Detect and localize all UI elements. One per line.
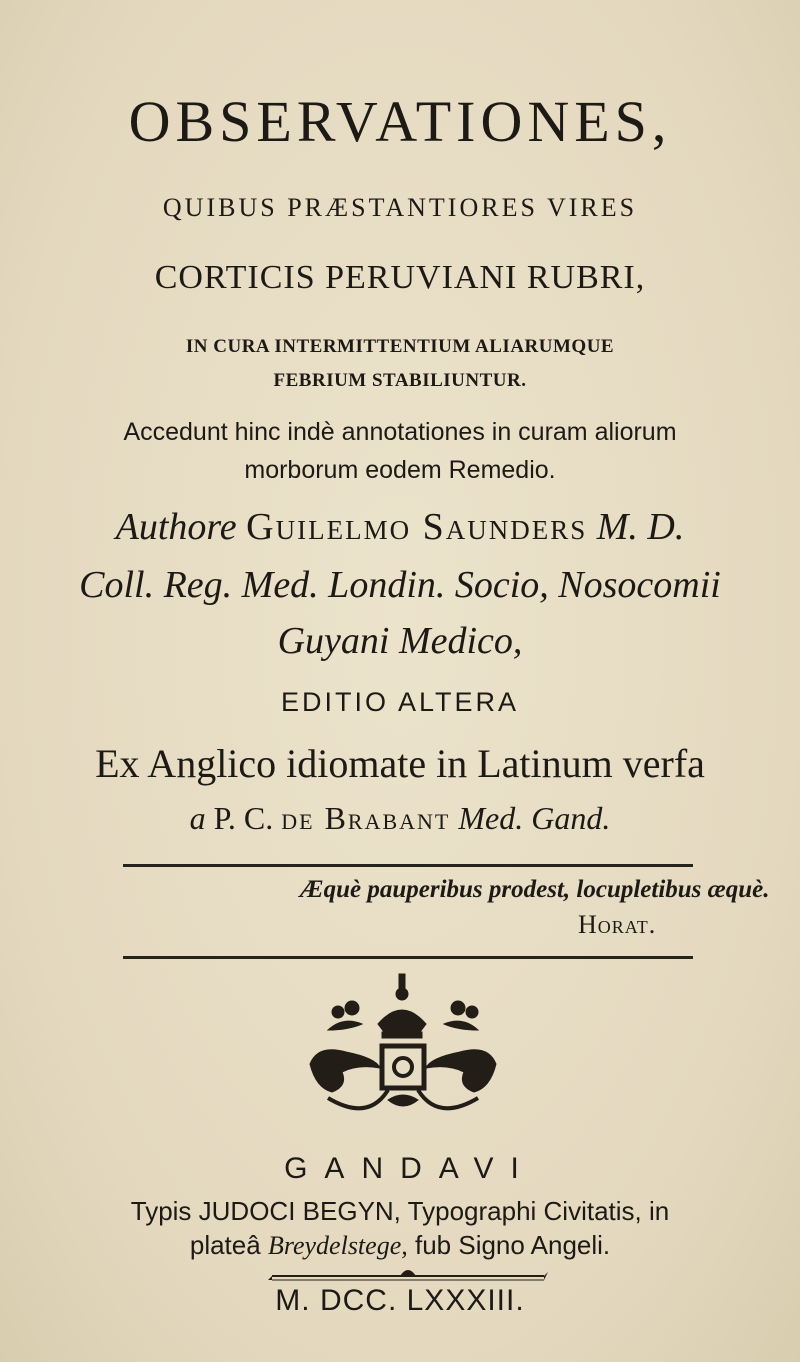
subtitle-line-2: CORTICIS PERUVIANI RUBRI, [154, 259, 646, 296]
translator-initials: P. C. [213, 800, 274, 836]
translation-line: Ex Anglico idiomate in Latinum verfa [95, 741, 705, 786]
fleuron-rule-icon [268, 1262, 548, 1284]
bottom-divider [123, 956, 693, 959]
imprint-street: Breydelstege, [267, 1231, 408, 1260]
accedunt-line-2: morborum eodem Remedio. [244, 456, 556, 484]
subtitle-line-3: IN CURA INTERMITTENTIUM ALIARUMQUE [185, 336, 615, 357]
subtitle-line-1: QUIBUS PRÆSTANTIORES VIRES [162, 193, 638, 222]
author-name: Guilelmo Saunders [246, 506, 588, 548]
subtitle-line-4: FEBRIUM STABILIUNTUR. [273, 370, 527, 391]
affiliation-line-1: Coll. Reg. Med. Londin. Socio, Nosocomii [79, 564, 721, 606]
main-title: OBSERVATIONES, [128, 89, 672, 154]
translator-line [0, 800, 800, 837]
place-of-publication: GANDAVI [284, 1152, 536, 1185]
imprint-line-1: Typis JUDOCI BEGYN, Typographi Civitatis, in [130, 1196, 670, 1226]
printer-ornament-icon [288, 972, 518, 1148]
edition-label: EDITIO ALTERA [280, 687, 520, 717]
accedunt-line-1: Accedunt hinc indè annotationes in curam aliorum [123, 418, 677, 446]
motto-source: Horat. [578, 910, 657, 939]
author-prefix: Authore [115, 506, 237, 548]
imprint-line-2 [0, 1230, 800, 1261]
affiliation-line-2: Guyani Medico, [277, 620, 523, 662]
translator-suffix: Med. Gand. [458, 800, 611, 836]
imprint-prefix: plateâ [189, 1230, 261, 1260]
top-divider [123, 864, 693, 867]
publication-date: M. DCC. LXXXIII. [275, 1284, 525, 1317]
motto-text: Æquè pauperibus prodest, locupletibus æquè. [300, 876, 770, 903]
translator-prefix: a [189, 800, 206, 836]
author-degree: M. D. [596, 506, 685, 548]
translator-name: de Brabant [281, 800, 451, 836]
imprint-suffix: fub Signo Angeli. [414, 1230, 611, 1260]
author-line [0, 505, 800, 549]
